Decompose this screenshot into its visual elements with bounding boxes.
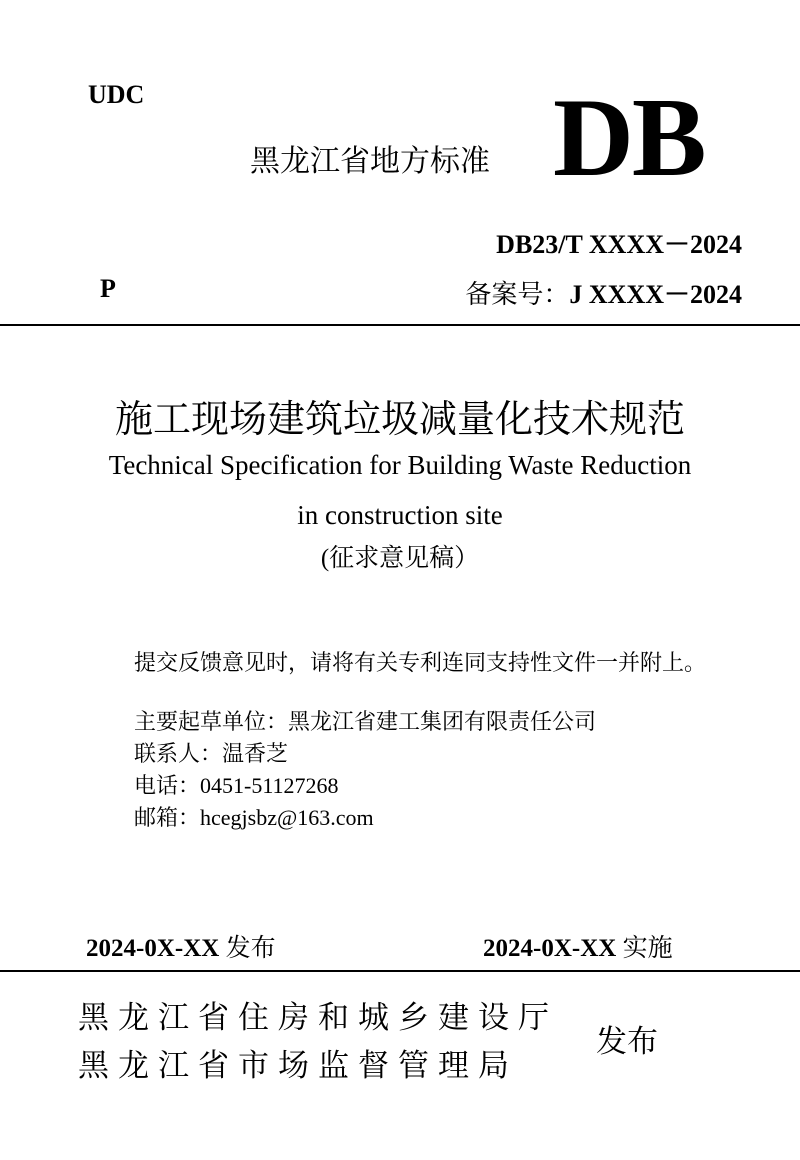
contact-person: 联系人：温香芝 (134, 741, 289, 766)
db-logo: DB (553, 76, 705, 200)
implement-date (483, 928, 673, 964)
top-divider (0, 324, 800, 326)
bottom-divider (0, 970, 800, 972)
issuer-market-regulation: 黑龙江省市场监督管理局 (78, 1048, 518, 1084)
issuer-housing-department: 黑龙江省住房和城乡建设厅 (78, 1000, 558, 1036)
contact-phone: 电话：0451-51127268 (134, 773, 339, 798)
issued-by-label: 发布 (596, 1024, 658, 1060)
record-number (465, 274, 742, 311)
feedback-note: 提交反馈意见时，请将有关专利连同支持性文件一并附上。 (134, 650, 707, 675)
title-english-line1: Technical Specification for Building Waste Reduction (108, 450, 692, 480)
publish-date (86, 928, 276, 964)
record-number-value: J XXXX－2024 (569, 280, 742, 309)
record-number-label: 备案号： (465, 280, 570, 310)
category-code: P (100, 274, 116, 303)
drafting-organization: 主要起草单位：黑龙江省建工集团有限责任公司 (134, 709, 597, 734)
implement-date-label: 实施 (616, 935, 673, 962)
title-chinese: 施工现场建筑垃圾减量化技术规范 (114, 397, 685, 441)
publish-date-label: 发布 (219, 935, 276, 962)
standard-type: 黑龙江省地方标准 (250, 144, 490, 179)
title-english-line2: in construction site (297, 500, 503, 530)
contact-email: 邮箱：hcegjsbz@163.com (134, 805, 374, 830)
implement-date-value: 2024-0X-XX (483, 935, 617, 962)
standard-number: DB23/T XXXX－2024 (496, 230, 742, 259)
publish-date-value: 2024-0X-XX (86, 935, 220, 962)
udc-label: UDC (88, 80, 145, 109)
draft-note: (征求意见稿） (320, 545, 480, 572)
